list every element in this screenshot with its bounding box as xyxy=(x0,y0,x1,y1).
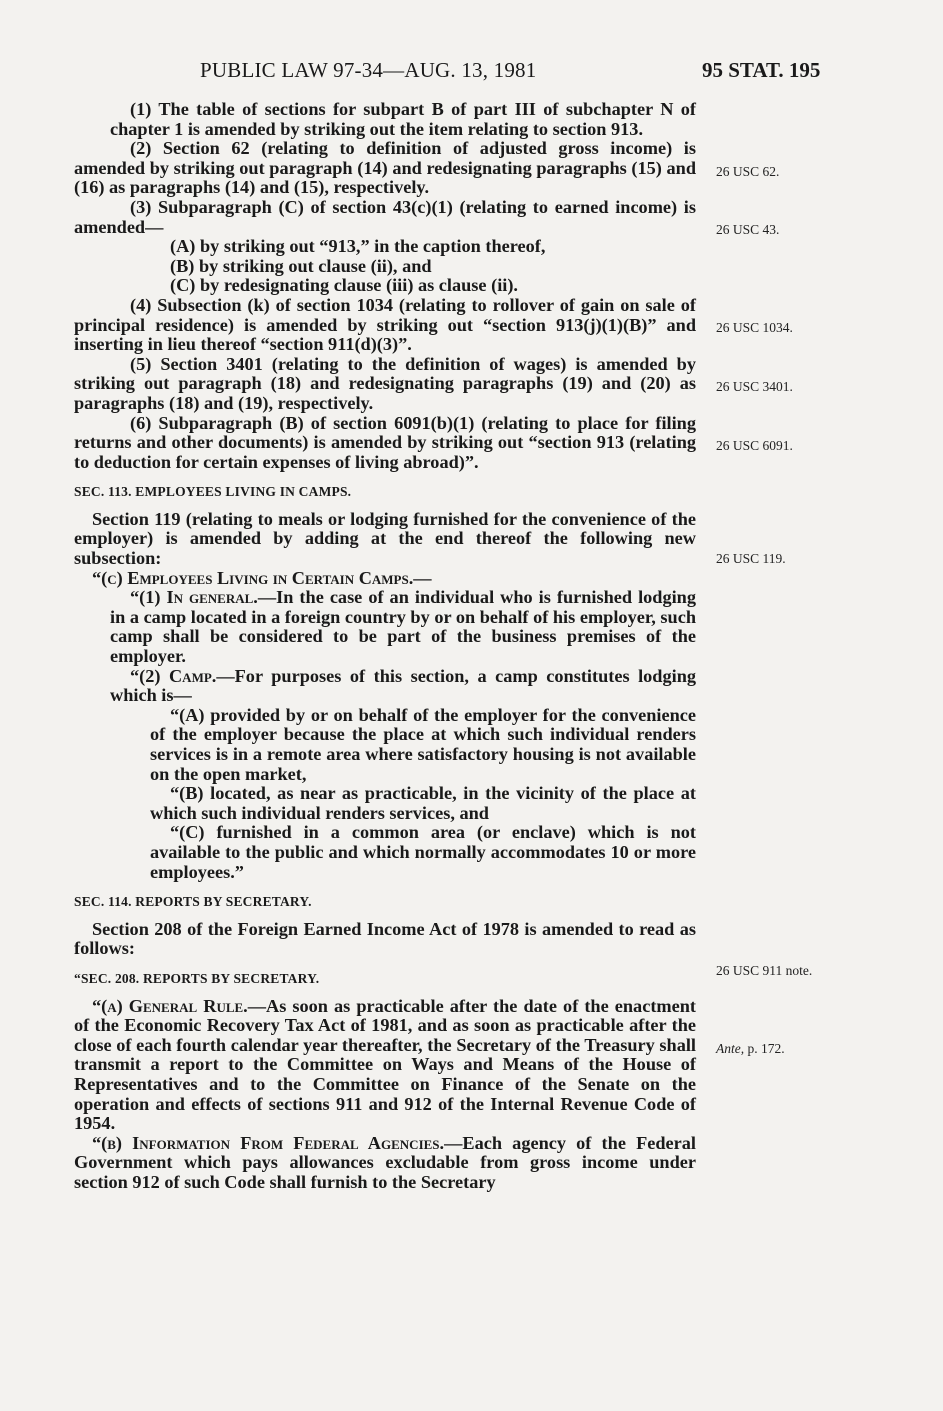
paragraph-3: (3) Subparagraph (C) of section 43(c)(1) (relating to earned income) is amended— xyxy=(74,196,696,237)
subsection-a xyxy=(74,997,696,1134)
section-114-heading: SEC. 114. REPORTS BY SECRETARY. xyxy=(74,894,312,910)
paragraph-5: (5) Section 3401 (relating to the definition of wages) is amended by striking out paragraph (18) and redesignating paragraphs (19) and (20) as paragraphs (18) and (19), respectively. xyxy=(74,353,696,413)
page-header xyxy=(0,58,943,88)
margin-note-26-usc-6091: 26 USC 6091. xyxy=(716,438,793,453)
subsection-c2-text: —For purposes of this section, a camp constitutes lodging which is— xyxy=(110,665,697,706)
margin-note-26-usc-119: 26 USC 119. xyxy=(716,551,786,566)
running-title: PUBLIC LAW 97-34—AUG. 13, 1981 xyxy=(200,58,537,82)
paragraph-1: (1) The table of sections for subpart B of part III of subchapter N of chapter 1 is amended by striking out the item relating to section 913. xyxy=(110,99,696,139)
subsection-c2a: “(A) provided by or on behalf of the employer for the convenience of the employer because the place at which such individual renders services is in a remote area where satisfactory housing is not available on the open market, xyxy=(150,704,696,784)
paragraph-3a: (A) by striking out “913,” in the caption thereof, xyxy=(170,236,546,257)
section-113-heading: SEC. 113. EMPLOYEES LIVING IN CAMPS. xyxy=(74,484,352,500)
subsection-c1-text: —In the case of an individual who is furnished lodging in a camp located in a foreign country by or on behalf of his employer, such camp shall be considered to be part of the business premises of the employer. xyxy=(110,587,696,667)
subsection-c1 xyxy=(74,588,696,666)
margin-note-ante-italic: Ante, xyxy=(716,1041,745,1056)
subsection-c2-lead: “(2) Camp. xyxy=(130,665,217,686)
paragraph-3b: (B) by striking out clause (ii), and xyxy=(170,255,432,276)
margin-note-26-usc-43: 26 USC 43. xyxy=(716,222,780,237)
subsection-c1-lead: “(1) In general. xyxy=(130,587,258,608)
margin-note-26-usc-911-note: 26 USC 911 note. xyxy=(716,963,813,978)
paragraph-3c: (C) by redesignating clause (iii) as clause (ii). xyxy=(170,275,519,296)
section-113-body: Section 119 (relating to meals or lodging furnished for the convenience of the employer) is amended by adding at the end thereof the following new subsection: xyxy=(74,508,696,569)
section-208-heading: “SEC. 208. REPORTS BY SECRETARY. xyxy=(74,970,320,986)
paragraph-2: (2) Section 62 (relating to definition of adjusted gross income) is amended by striking out paragraph (14) and redesignating paragraphs (15) and (16) as paragraphs (14) and (15), respectively. xyxy=(74,138,696,198)
margin-note-26-usc-3401: 26 USC 3401. xyxy=(716,379,793,394)
subsection-c2b: “(B) located, as near as practicable, in the vicinity of the place at which such individual renders services, and xyxy=(150,783,696,823)
margin-note-ante-page: p. 172. xyxy=(744,1041,785,1056)
paragraph-6: (6) Subparagraph (B) of section 6091(b)(1) (relating to place for filing returns and other documents) is amended by striking out “section 913 (relating to deduction for certain expenses of living abroad)”. xyxy=(74,412,696,472)
section-114-body: Section 208 of the Foreign Earned Income Act of 1978 is amended to read as follows: xyxy=(74,918,696,959)
subsection-b xyxy=(74,1134,696,1193)
subsection-b-text: —Each agency of the Federal Government which pays allowances excludable from gross income under section 912 of such Code shall furnish to the Secretary xyxy=(74,1132,696,1192)
subsection-a-text: —As soon as practicable after the date of the enactment of the Economic Recovery Tax Act of 1981, and as soon as practicable after the close of each fourth calendar year thereafter, the Secretary of the Treasury shall transmit a report to the Committee on Ways and Means of the House of Representatives and to the Committee on Finance of the Senate on the operation and effects of sections 911 and 912 of the Internal Revenue Code of 1954. xyxy=(74,995,697,1134)
subsection-c-heading: “(c) Employees Living in Certain Camps.— xyxy=(92,567,432,588)
subsection-c2c: “(C) furnished in a common area (or enclave) which is not available to the public and which normally accommodates 10 or more employees.” xyxy=(150,822,696,882)
subsection-a-lead: “(a) General Rule. xyxy=(92,995,248,1016)
paragraph-4: (4) Subsection (k) of section 1034 (relating to rollover of gain on sale of principal residence) is amended by striking out “section 913(j)(1)(B)” and inserting in lieu thereof “section 911(d)(3)”. xyxy=(74,294,696,355)
subsection-c2 xyxy=(74,667,696,706)
margin-note-26-usc-62: 26 USC 62. xyxy=(716,164,780,179)
main-text xyxy=(74,100,696,1192)
margin-note-26-usc-1034: 26 USC 1034. xyxy=(716,320,793,335)
subsection-b-lead: “(b) Information From Federal Agencies. xyxy=(92,1132,445,1153)
statute-page-number: 95 STAT. 195 xyxy=(702,58,821,82)
margin-note-ante xyxy=(716,1041,785,1057)
